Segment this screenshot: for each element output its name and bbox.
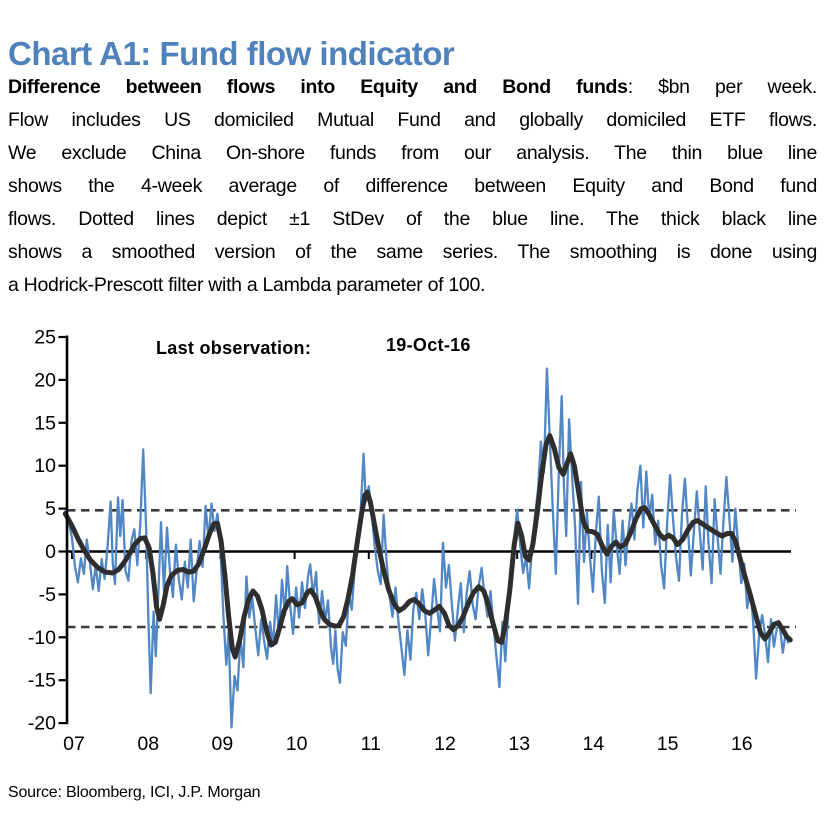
x-tick-label: 14: [582, 733, 605, 755]
y-tick-label: 0: [45, 541, 56, 563]
x-tick-label: 07: [63, 733, 85, 755]
y-tick-label: -5: [38, 583, 56, 606]
y-tick-label: 5: [45, 498, 56, 521]
y-tick-label: -15: [27, 669, 56, 692]
description-line: a Hodrick-Prescott filter with a Lambda parameter of 100.: [8, 274, 486, 296]
description-lead-rest: : $bn per week.: [627, 76, 817, 98]
chart-description: [8, 71, 817, 302]
y-tick-label: 25: [34, 326, 56, 349]
description-lead-bold: Difference between flows into Equity and Bond funds: [8, 76, 628, 98]
y-tick-label: 20: [34, 369, 56, 392]
blue-flow-line: [65, 369, 790, 728]
x-tick-label: 09: [211, 733, 234, 755]
description-line: shows a smoothed version of the same series. The smoothing is done using: [8, 241, 817, 263]
x-tick-label: 10: [285, 733, 308, 755]
x-tick-label: 08: [137, 733, 160, 755]
x-tick-label: 13: [508, 733, 531, 755]
x-tick-label: 11: [360, 733, 381, 755]
y-tick-label: 15: [34, 412, 56, 435]
page-title: Chart A1: Fund flow indicator: [8, 35, 455, 73]
y-tick-label: 10: [34, 455, 56, 478]
y-tick-label: -10: [27, 626, 56, 649]
x-tick-label: 15: [656, 733, 679, 755]
x-tick-label: 16: [730, 733, 753, 755]
last-observation-label: Last observation:: [156, 338, 312, 358]
description-line: [8, 71, 817, 104]
description-line: Flow includes US domiciled Mutual Fund and globally domiciled ETF flows.: [8, 109, 817, 131]
source-note: Source: Bloomberg, ICI, J.P. Morgan: [8, 784, 261, 801]
x-tick-label: 12: [434, 733, 456, 755]
description-line: We exclude China On-shore funds from our analysis. The thin blue line: [8, 142, 817, 164]
description-line: flows. Dotted lines depict ±1 StDev of the blue line. The thick black line: [8, 208, 817, 230]
last-observation-value: 19-Oct-16: [386, 335, 471, 355]
y-tick-label: -20: [27, 712, 56, 735]
description-line: shows the 4-week average of difference between Equity and Bond fund: [8, 175, 817, 197]
